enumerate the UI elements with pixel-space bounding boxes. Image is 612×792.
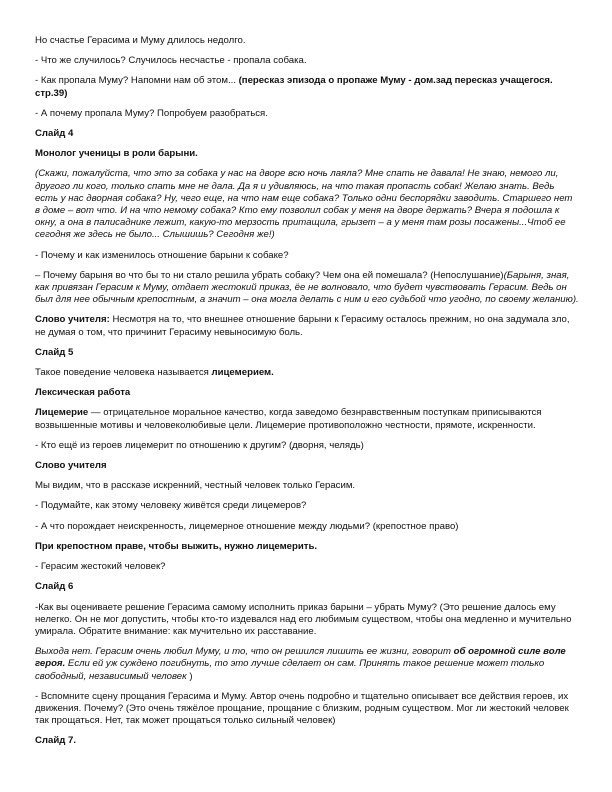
slide-heading: Слайд 6	[35, 581, 74, 593]
definition-text: — отрицательное моральное качество, когда заведомо безнравственным поступкам приписываются возвышенные мотивы и человеколюбивые цели. Лицемерие противоположно честности, прямоте, искренности.	[35, 407, 542, 431]
definition-term: Лицемерие	[35, 407, 89, 419]
paragraph: - А почему пропала Муму? Попробуем разобраться.	[35, 107, 268, 119]
slide-heading: Слайд 7.	[35, 735, 77, 747]
paragraph	[35, 270, 580, 307]
teacher-label: Слово учителя:	[35, 314, 110, 326]
answer-text: (Барыня, зная, как привязан Герасим к Муму, отдает жестокий приказ, ёе не волновало, что будет чувствовать Герасим. Ведь он был для нее обычным крепостным, а значит – она могла делать с ним и его судьбой что угодно, по своему желанию).	[35, 269, 579, 306]
paragraph: - Вспомните сцену прощания Герасима и Муму. Автор очень подробно и тщательно описывает все действия героев, их движения. Почему? (Это очень тяжёлое прощание, прощание с близким, родным существом. Мог ли жестокий человек так прощаться. Нет, так может прощаться только сильный человек)	[35, 690, 569, 727]
paragraph: - Почему и как изменилось отношение барыни к собаке?	[35, 249, 289, 261]
section-heading: Монолог ученицы в роли барыни.	[35, 148, 198, 160]
emphasis-text: об огромной силе воле героя.	[35, 646, 566, 670]
paragraph	[35, 75, 580, 99]
paragraph	[35, 367, 580, 379]
closing-bracket: )	[186, 670, 193, 682]
question-text: - Как пропала Муму? Напомни нам об этом...	[35, 75, 239, 87]
slide-heading: Слайд 5	[35, 346, 74, 358]
paragraph: Мы видим, что в рассказе искренний, честный человек только Герасим.	[35, 480, 356, 492]
paragraph	[35, 314, 580, 338]
paragraph: Но счастье Герасима и Муму длилось недолго.	[35, 35, 246, 46]
paragraph: - Герасим жестокий человек?	[35, 561, 166, 573]
question-text: – Почему барыня во что бы то ни стало решила убрать собаку? Чем она ей помешала? (Непослушание)	[35, 269, 504, 281]
homework-note: (пересказ эпизода о пропаже Муму - дом.зад пересказ учащегося. стр.39)	[35, 75, 553, 99]
paragraph	[35, 646, 580, 683]
paragraph	[35, 407, 580, 431]
paragraph: -Как вы оцениваете решение Герасима самому исполнить приказ барыни – убрать Муму? (Это решение далось ему нелегко. Он не мог допустить, чтобы кто-то издевался над его любимым существом, чтобы она медленно и мучительно умирала. Обратите внимание: как мучительно их расставание.	[35, 601, 572, 637]
paragraph: - Подумайте, как этому человеку живётся среди лицемеров?	[35, 500, 307, 512]
section-heading: Слово учителя	[35, 460, 107, 472]
section-heading: Лексическая работа	[35, 387, 131, 399]
key-term: лицемерием.	[211, 367, 274, 379]
teacher-text: Несмотря на то, что внешнее отношение барыни к Герасиму осталось прежним, но она задумала зло, не думая о том, что причинит Герасиму невыносимую боль.	[35, 314, 570, 338]
paragraph: - Кто ещё из героев лицемерит по отношению к другим? (дворня, челядь)	[35, 439, 364, 451]
conclusion-text: Выхода нет. Герасим очень любил Муму, и то, что он решился лишить ее жизни, говорит	[35, 646, 454, 658]
conclusion-text: Если ей уж суждено погибнуть, то это лучше сделает он сам. Принять такое решение может только свободный, независимый человек	[35, 658, 545, 682]
document-page	[35, 35, 580, 756]
monologue-text: (Скажи, пожалуйста, что это за собака у нас на дворе всю ночь лаяла? Мне спать не давала! Не знаю, немого ли, другого ли кого, только спать мне не дала. Да я и удивляюсь, на что такая пропасть собак! Желаю знать. Ведь есть у нас дворная собака? Ну, чего еще, на что нам еще собака? Только одни беспорядки заводить. Старшего нет в доме – вот что. И на что немому собака? Кто ему позволил собак у меня на дворе держать? Вчера я подошла к окну, а она в палисаднике лежит, какую-то мерзость притащила, грызет – а у меня там розы посажены...Чтоб ее сегодня же здесь не было... Слышишь? Сегодня же!)	[35, 168, 573, 241]
paragraph: - Что же случилось? Случилось несчастье - пропала собака.	[35, 55, 307, 67]
paragraph: - А что порождает неискренность, лицемерное отношение между людьми? (крепостное право)	[35, 520, 459, 532]
bold-statement: При крепостном праве, чтобы выжить, нужно лицемерить.	[35, 540, 318, 552]
slide-heading: Слайд 4	[35, 128, 74, 140]
plain-text: Такое поведение человека называется	[35, 367, 212, 379]
